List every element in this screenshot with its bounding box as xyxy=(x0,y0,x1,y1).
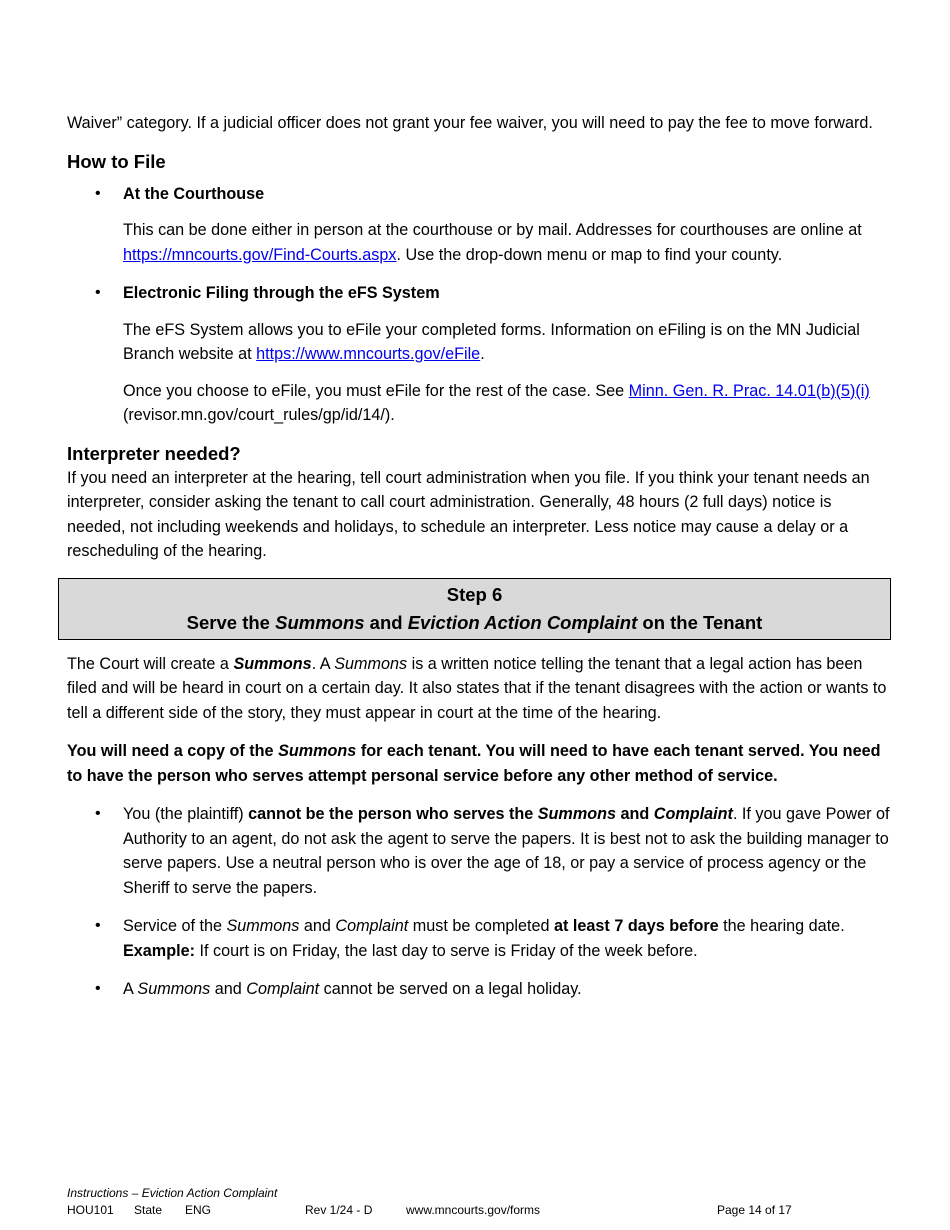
how-to-file-list xyxy=(67,182,892,428)
page-footer xyxy=(67,1185,827,1219)
bullet-icon: • xyxy=(95,980,101,997)
efile-link[interactable]: https://www.mncourts.gov/eFile xyxy=(256,345,481,363)
efs-paragraph-1: The eFS System allows you to eFile your completed forms. Information on eFiling is on the MN Judicial Branch website at https://www.mncourts.gov/eFile. xyxy=(123,320,860,363)
document-body xyxy=(67,111,892,1016)
list-item-efs xyxy=(67,281,892,428)
list-item-server: • You (the plaintiff) cannot be the person who serves the Summons and Complaint. If you gave Power of Authority to an agent, do not ask the agent to serve the papers. It is best not to ask the building manager to serve papers. Use a neutral person who is over the age of 18, or pay a service of process agency or the Sheriff to serve the papers. xyxy=(67,802,892,900)
footer-url: www.mncourts.gov/forms xyxy=(406,1203,541,1217)
footer-state: State xyxy=(134,1203,163,1217)
list-item-holiday: • A Summons and Complaint cannot be served on a legal holiday. xyxy=(67,977,892,1002)
bullet-icon: • xyxy=(95,917,101,934)
find-courts-link[interactable]: https://mncourts.gov/Find-Courts.aspx xyxy=(123,245,397,264)
efs-title: Electronic Filing through the eFS System xyxy=(123,284,440,302)
courthouse-title: At the Courthouse xyxy=(123,184,265,203)
interpreter-paragraph: If you need an interpreter at the hearing, tell court administration when you file. If you think your tenant needs an interpreter, consider asking the tenant to call court administration. Generally, 48 hours (2 full days) notice is needed, not including weekends and holidays, to schedule an interpreter. Less notice may cause a delay or a rescheduling of the hearing. xyxy=(67,468,870,560)
service-rules-list xyxy=(67,802,892,1002)
service-requirement: You will need a copy of the Summons for each tenant. You will need to have each tenant served. You need to have the person who serves attempt personal service before any other method of service. xyxy=(67,742,881,785)
step-number: Step 6 xyxy=(446,583,503,605)
footer-form-code: HOU101 xyxy=(67,1203,114,1217)
list-item-deadline: • Service of the Summons and Complaint must be completed at least 7 days before the hearing date. Example: If court is on Friday, the last day to serve is Friday of the week before. xyxy=(67,914,892,963)
bullet-icon: • xyxy=(95,184,101,202)
court-rule-link[interactable]: Minn. Gen. R. Prac. 14.01(b)(5)(i) xyxy=(628,381,870,400)
bullet-icon: • xyxy=(95,805,101,822)
intro-paragraph: Waiver” category. If a judicial officer does not grant your fee waiver, you will need to pay the fee to move forward. xyxy=(67,114,873,132)
step-title: Serve the Summons and Eviction Action Complaint on the Tenant xyxy=(186,611,763,633)
bullet-icon: • xyxy=(95,284,101,301)
interpreter-heading: Interpreter needed? xyxy=(67,442,241,464)
footer-language: ENG xyxy=(185,1203,212,1217)
summons-explanation: The Court will create a Summons. A Summons is a written notice telling the tenant that a legal action has been filed and will be heard in court on a certain day. It also states that if the tenant disagrees with the action or wants to tell a different side of the story, they must appear in court at the time of the hearing. xyxy=(67,654,887,722)
efs-paragraph-2: Once you choose to eFile, you must eFile for the rest of the case. See Minn. Gen. R. Prac. 14.01(b)(5)(i) (revisor.mn.gov/court_rules/gp/id/14/). xyxy=(123,381,870,424)
how-to-file-heading: How to File xyxy=(67,150,166,172)
footer-title: Instructions – Eviction Action Complaint xyxy=(67,1186,278,1200)
list-item-courthouse xyxy=(67,182,892,268)
courthouse-text: This can be done either in person at the courthouse or by mail. Addresses for courthouses are online at https://mncourts.gov/Find-Courts.aspx. Use the drop-down menu or map to find your county. xyxy=(123,221,862,264)
footer-revision: Rev 1/24 - D xyxy=(305,1203,373,1217)
footer-info-row xyxy=(67,1202,827,1219)
step-6-banner xyxy=(58,578,891,640)
footer-page-number: Page 14 of 17 xyxy=(717,1203,792,1217)
